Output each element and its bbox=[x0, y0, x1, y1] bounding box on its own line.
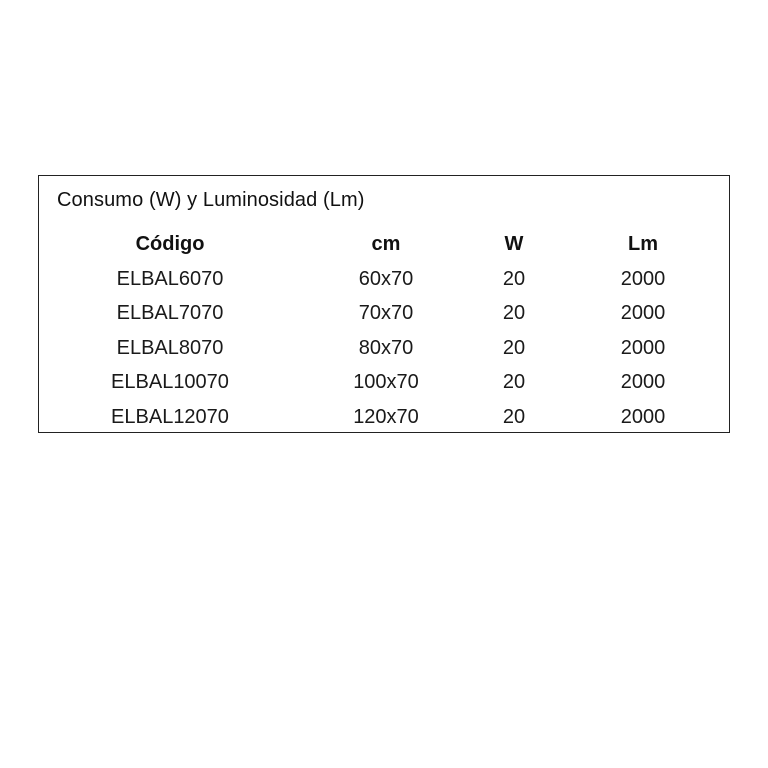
cell-lumens: 2000 bbox=[620, 371, 666, 393]
column-header-w: W bbox=[504, 233, 524, 255]
spec-table-box bbox=[38, 175, 730, 433]
cell-watts: 20 bbox=[502, 371, 526, 393]
table-row bbox=[39, 262, 729, 297]
cell-size: 120x70 bbox=[353, 405, 419, 428]
table-title: Consumo (W) y Luminosidad (Lm) bbox=[57, 189, 365, 211]
cell-size: 70x70 bbox=[358, 302, 414, 324]
cell-code: ELBAL7070 bbox=[116, 302, 224, 324]
cell-code: ELBAL10070 bbox=[111, 371, 229, 393]
cell-lumens: 2000 bbox=[620, 302, 666, 324]
column-header-cm: cm bbox=[371, 233, 401, 255]
column-header-code: Código bbox=[135, 233, 205, 255]
table-row bbox=[39, 331, 729, 366]
cell-code: ELBAL12070 bbox=[111, 405, 229, 428]
cell-size: 80x70 bbox=[358, 336, 414, 359]
header-row bbox=[39, 227, 729, 262]
table-row bbox=[39, 296, 729, 331]
cell-lumens: 2000 bbox=[620, 405, 666, 428]
cell-lumens: 2000 bbox=[620, 267, 666, 290]
cell-watts: 20 bbox=[502, 405, 526, 428]
cell-watts: 20 bbox=[502, 302, 526, 324]
cell-code: ELBAL6070 bbox=[116, 267, 224, 290]
cell-watts: 20 bbox=[502, 267, 526, 290]
cell-size: 100x70 bbox=[353, 371, 419, 393]
table-row bbox=[39, 400, 729, 435]
cell-size: 60x70 bbox=[358, 267, 414, 290]
cell-lumens: 2000 bbox=[620, 336, 666, 359]
cell-watts: 20 bbox=[502, 336, 526, 359]
spec-table bbox=[39, 227, 729, 434]
cell-code: ELBAL8070 bbox=[116, 336, 224, 359]
column-header-lm: Lm bbox=[628, 233, 658, 255]
table-row bbox=[39, 365, 729, 400]
